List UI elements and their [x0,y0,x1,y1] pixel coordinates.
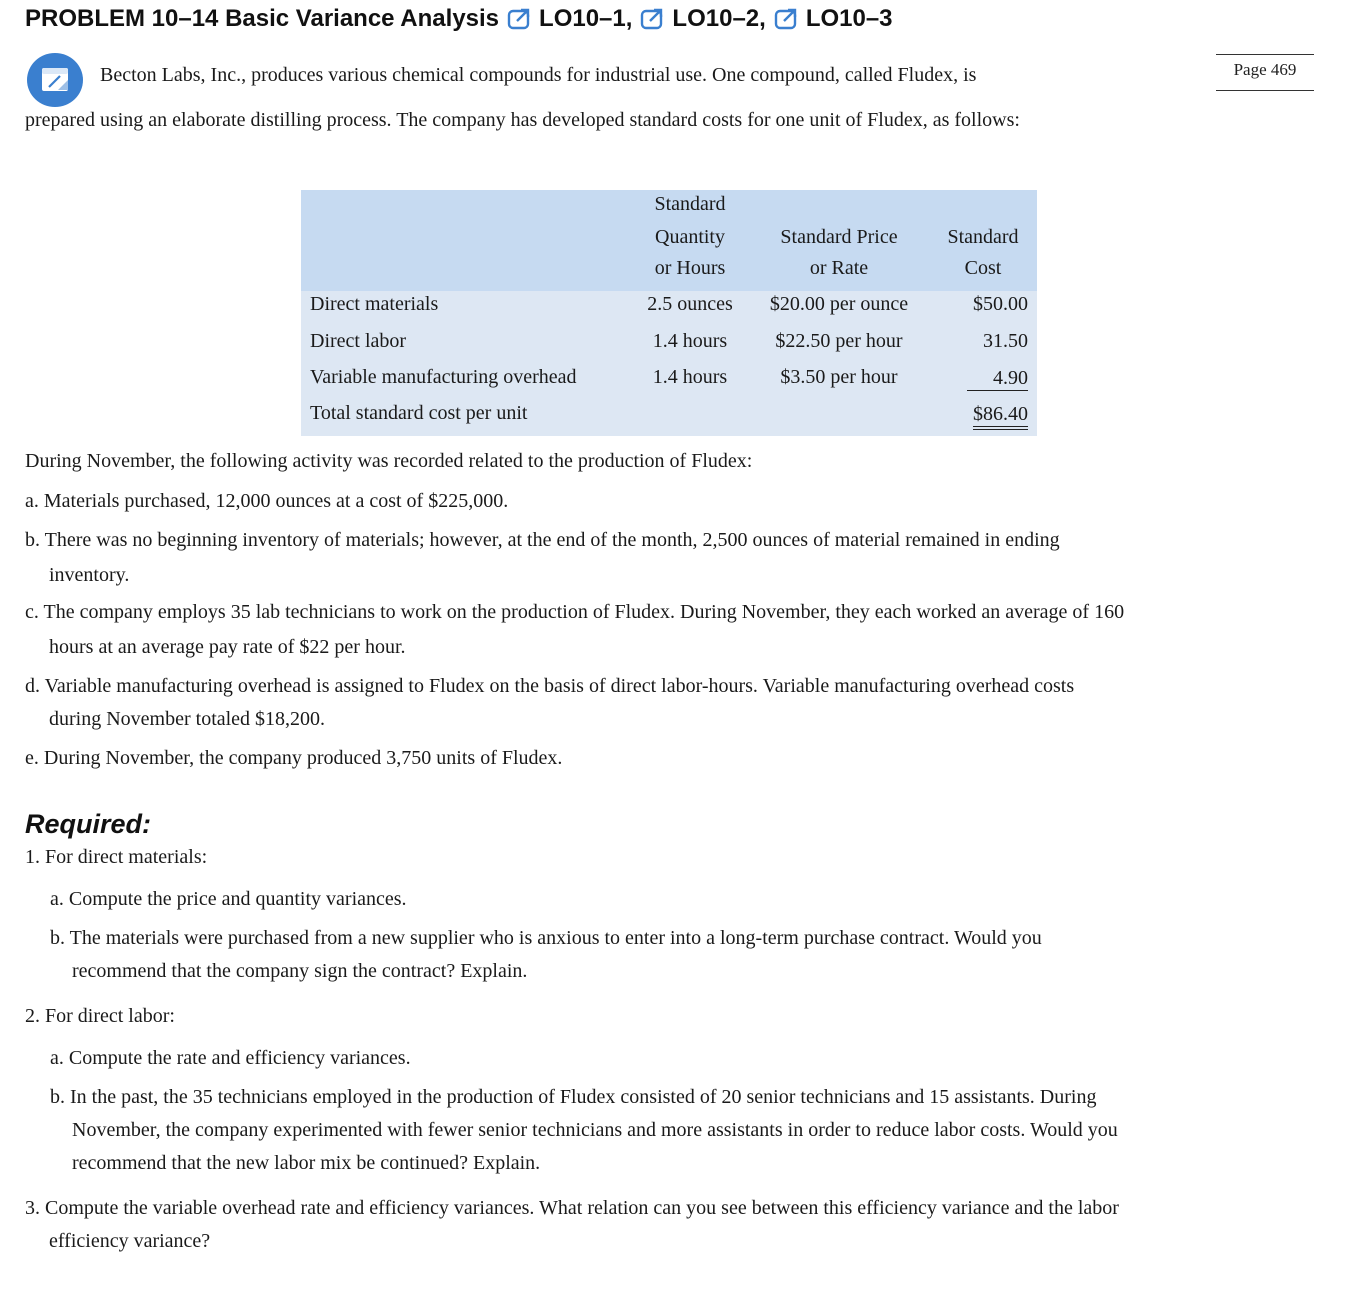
row-cost-direct-materials: $50.00 [973,293,1028,315]
required-q2a: a. Compute the rate and efficiency variances. [50,1047,411,1069]
total-cost-value: $86.40 [973,402,1028,430]
header-cost-line-1: Standard [947,226,1019,248]
activity-item-a: a. Materials purchased, 12,000 ounces at a cost of $225,000. [25,490,509,512]
activity-item-c-line-2: hours at an average pay rate of $22 per hour. [49,636,406,658]
page-number: Page 469 [1216,54,1314,91]
standard-cost-table [301,190,1037,436]
required-q1: 1. For direct materials: [25,846,208,868]
row-quantity-direct-materials: 2.5 ounces [647,293,733,315]
required-q1b-line-1: b. The materials were purchased from a new supplier who is anxious to enter into a long-term purchase contract. Would you [50,927,1042,949]
row-label-direct-labor: Direct labor [310,330,407,352]
lo-link-2-label: LO10–2, [672,5,766,32]
external-link-icon [774,7,800,31]
required-q3-line-1: 3. Compute the variable overhead rate and efficiency variances. What relation can you see between this efficiency variance and the labor [25,1197,1119,1219]
external-link-icon [640,7,666,31]
activity-item-c-line-1: c. The company employs 35 lab technicians to work on the production of Fludex. During November, they each worked an average of 160 [25,601,1125,623]
required-heading: Required: [25,809,152,839]
required-q2b-line-1: b. In the past, the 35 technicians employed in the production of Fludex consisted of 20 senior technicians and 15 assistants. During [50,1086,1097,1108]
lo-link-2[interactable] [640,5,765,33]
row-quantity-direct-labor: 1.4 hours [652,330,728,352]
row-cost-variable-overhead [928,366,1028,391]
required-q2b-line-2: November, the company experimented with fewer senior technicians and more assistants in order to reduce labor costs. Would you [72,1119,1118,1141]
total-cost [928,402,1028,430]
row-price-direct-materials: $20.00 per ounce [769,293,909,315]
problem-title: PROBLEM 10–14 Basic Variance Analysis [25,5,500,32]
header-price-line-1: Standard Price [780,226,898,248]
row-price-variable-overhead: $3.50 per hour [780,366,898,388]
activity-item-e: e. During November, the company produced 3,750 units of Fludex. [25,747,563,769]
row-price-direct-labor: $22.50 per hour [775,330,903,352]
spreadsheet-icon [38,63,72,97]
activity-item-d-line-2: during November totaled $18,200. [49,708,326,730]
lo-link-3-label: LO10–3 [805,5,893,32]
row-cost-variable-overhead-value: 4.90 [967,366,1028,391]
row-label-variable-overhead: Variable manufacturing overhead [310,366,577,388]
excel-badge-icon[interactable] [27,53,83,107]
activity-item-d-line-1: d. Variable manufacturing overhead is assigned to Fludex on the basis of direct labor-hours. Variable manufacturing overhead costs [25,675,1075,697]
activity-item-b-line-1: b. There was no beginning inventory of materials; however, at the end of the month, 2,500 ounces of material remained in ending [25,529,1060,551]
lo-link-3[interactable] [774,5,893,33]
required-q2b-line-3: recommend that the new labor mix be continued? Explain. [72,1152,541,1174]
total-label: Total standard cost per unit [310,402,528,424]
header-quantity-line-3: or Hours [654,257,726,279]
header-quantity-line-2: Quantity [655,226,725,248]
required-q1a: a. Compute the price and quantity variances. [50,888,407,910]
lo-link-1-label: LO10–1, [539,5,633,32]
lo-link-1[interactable] [507,5,632,33]
required-q3-line-2: efficiency variance? [49,1230,211,1252]
intro-line-2: prepared using an elaborate distilling process. The company has developed standard costs for one unit of Fludex, as follows: [25,109,1020,131]
required-q1b-line-2: recommend that the company sign the contract? Explain. [72,960,528,982]
row-label-direct-materials: Direct materials [310,293,439,315]
header-price-line-2: or Rate [809,257,869,279]
intro-line-1: Becton Labs, Inc., produces various chemical compounds for industrial use. One compound, called Fludex, is [100,64,977,86]
problem-heading [25,2,893,36]
required-q2: 2. For direct labor: [25,1005,175,1027]
activity-item-b-line-2: inventory. [49,564,130,586]
header-quantity-line-1: Standard [654,193,726,215]
row-quantity-variable-overhead: 1.4 hours [652,366,728,388]
activity-intro: During November, the following activity was recorded related to the production of Fludex: [25,450,753,472]
header-cost-line-2: Cost [964,257,1002,279]
row-cost-direct-labor: 31.50 [983,330,1028,352]
external-link-icon [507,7,533,31]
